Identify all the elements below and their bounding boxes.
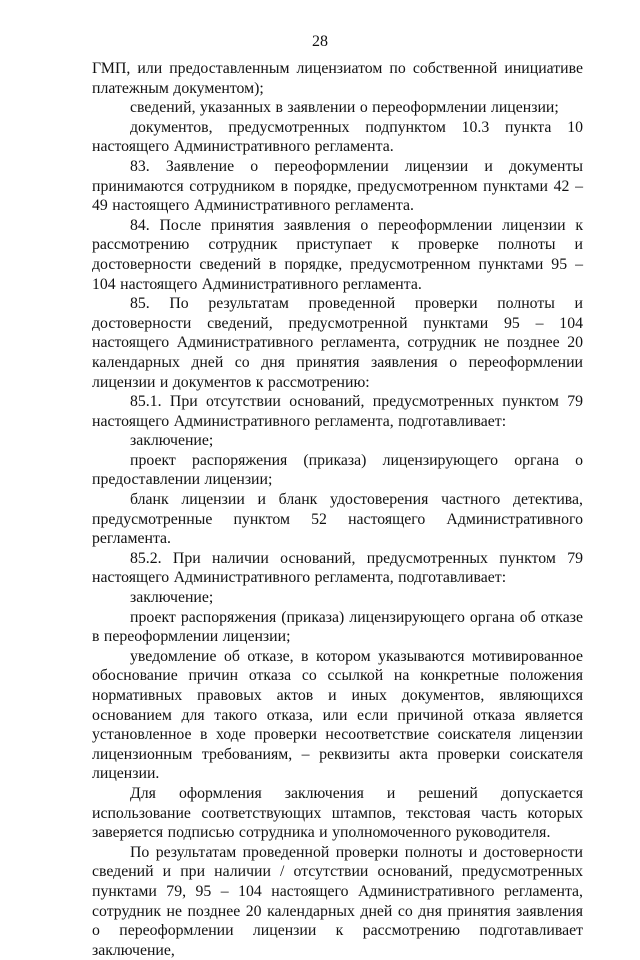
paragraph-item: проект распоряжения (приказа) лицензирующего органа об отказе в переоформлении лицензии;	[92, 608, 583, 646]
paragraph-item: документов, предусмотренных подпунктом 10.3 пункта 10 настоящего Административного регламента.	[92, 118, 583, 156]
paragraph-85-1: 85.1. При отсутствии оснований, предусмотренных пунктом 79 настоящего Административного регламента, подготавливает:	[92, 393, 583, 430]
paragraph-item: сведений, указанных в заявлении о переоформлении лицензии;	[130, 99, 559, 117]
paragraph-stamps: Для оформления заключения и решений допускается использование соответствующих штампов, текстовая часть которых заверяется подписью сотрудника и уполномоченного руководителя.	[92, 784, 583, 842]
page-number: 28	[312, 33, 328, 50]
document-body	[92, 59, 583, 960]
paragraph-85-2: 85.2. При наличии оснований, предусмотренных пунктом 79 настоящего Административного регламента, подготавливает:	[92, 549, 583, 587]
paragraph-item: уведомление об отказе, в котором указываются мотивированное обоснование причин отказа со ссылкой на конкретные положения нормативных правовых актов и иных документов, являющихся основанием для такого отказа, или если причиной отказа является установленное в ходе проверки несоответствие соискателя лицензии лицензионным требованиям, – реквизиты акта проверки соискателя лицензии.	[92, 647, 583, 783]
paragraph-item: бланк лицензии и бланк удостоверения частного детектива, предусмотренные пунктом 52 настоящего Административного регламента.	[92, 491, 583, 548]
paragraph-continuation: ГМП, или предоставленным лицензиатом по собственной инициативе платежным документом);	[92, 60, 583, 97]
paragraph-83: 83. Заявление о переоформлении лицензии и документы принимаются сотрудником в порядке, предусмотренном пунктами 42 – 49 настоящего Административного регламента.	[92, 157, 583, 215]
paragraph-item: заключение;	[130, 589, 214, 607]
paragraph-item: заключение;	[130, 432, 214, 450]
paragraph-84: 84. После принятия заявления о переоформлении лицензии к рассмотрению сотрудник приступает к проверке полноты и достоверности сведений в порядке, предусмотренном пунктами 95 – 104 настоящего Административного регламента.	[92, 216, 583, 293]
paragraph-item: проект распоряжения (приказа) лицензирующего органа о предоставлении лицензии;	[92, 451, 583, 489]
paragraph-results: По результатам проведенной проверки полноты и достоверности сведений и при наличии / отсутствии оснований, предусмотренных пунктами 79, 95 – 104 настоящего Административного регламента, сотрудник не позднее 20 календарных дней со дня принятия заявления о переоформлении лицензии к рассмотрению подготавливает заключение,	[92, 843, 583, 959]
paragraph-85: 85. По результатам проведенной проверки полноты и достоверности сведений, предусмотренной пунктами 95 – 104 настоящего Административного регламента, сотрудник не позднее 20 календарных дней со дня принятия заявления о переоформлении лицензии и документов к рассмотрению:	[92, 295, 583, 391]
